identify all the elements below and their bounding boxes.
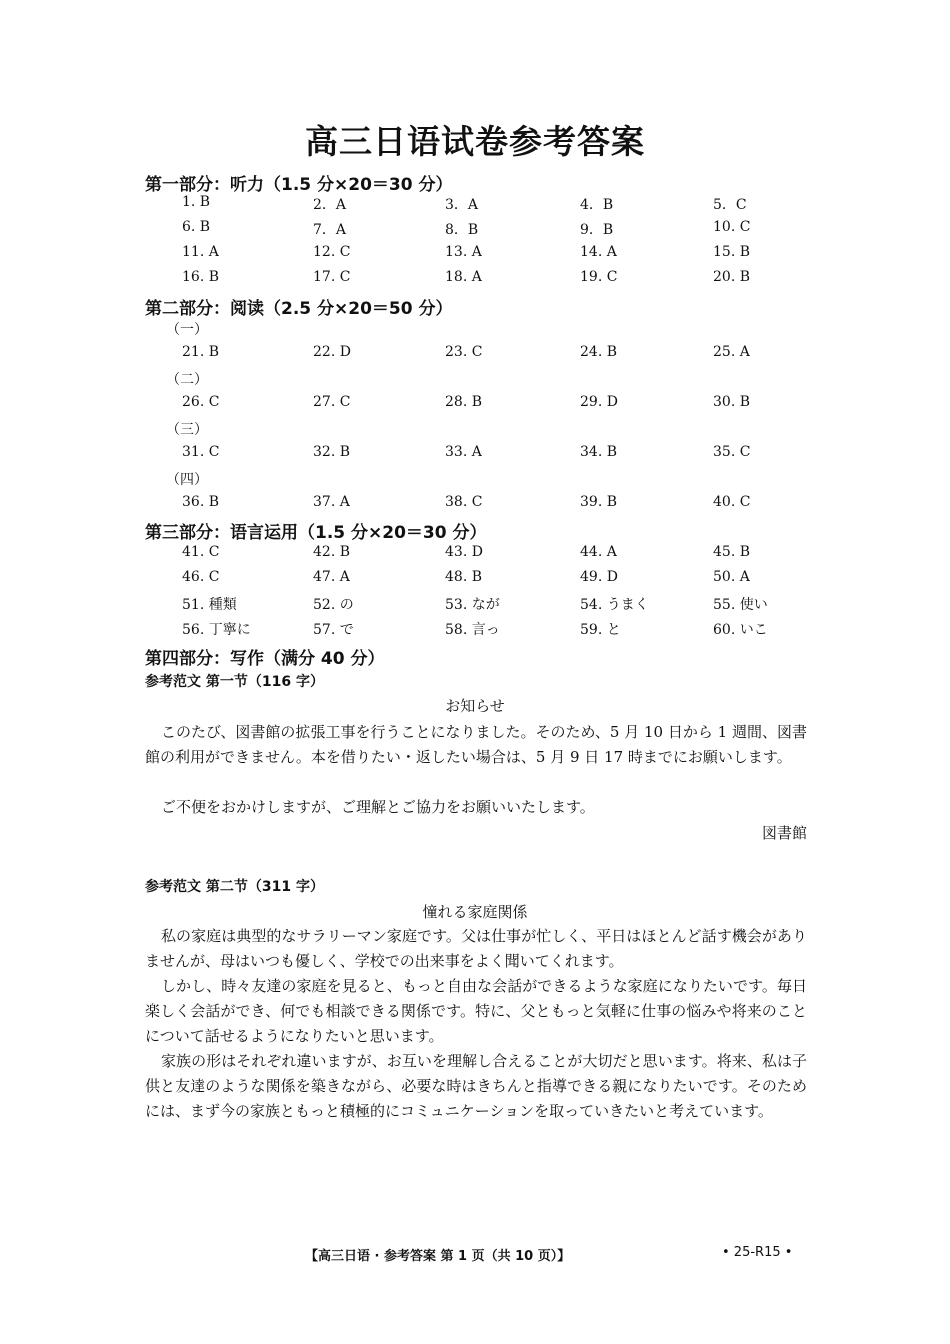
answer: 6. B	[182, 219, 211, 235]
answer-row	[0, 569, 950, 591]
answer-row	[0, 494, 950, 516]
answer: 47. A	[313, 569, 350, 585]
answer: 28. B	[445, 394, 483, 410]
answer: 27. C	[313, 394, 351, 410]
answer: 36. B	[182, 494, 220, 510]
essay2-paragraph: 私の家庭は典型的なサラリーマン家庭です。父は仕事が忙しく、平日はほとんど話す機会がありませんが、母はいつも優しく、学校での出来事をよく聞いてくれます。	[145, 927, 807, 970]
essay2-label: 参考范文 第二节（311 字）	[145, 879, 324, 895]
answer: 20. B	[713, 269, 751, 285]
answer: 51. 種類	[182, 597, 237, 613]
answer: 56. 丁寧に	[182, 622, 251, 638]
part3-heading: 第三部分：语言运用（1.5 分×20＝30 分）	[145, 523, 487, 543]
answer: 48. B	[445, 569, 483, 585]
answer: 60. いこ	[713, 622, 768, 638]
answer: 13. A	[445, 244, 482, 260]
answer: 59. と	[580, 622, 621, 638]
essay1-title: お知らせ	[445, 697, 505, 715]
answer: 7．A	[313, 222, 347, 238]
answer: 30. B	[713, 394, 751, 410]
answer: 58. 言っ	[445, 622, 500, 638]
answer: 37. A	[313, 494, 350, 510]
answer: 14. A	[580, 244, 617, 260]
answer: 21. B	[182, 344, 220, 360]
answer: 10. C	[713, 219, 751, 235]
answer: 44. A	[580, 544, 617, 560]
answer: 29. D	[580, 394, 618, 410]
subgroup-label: （四）	[166, 472, 208, 488]
answer: 52. の	[313, 597, 354, 613]
answer-row	[0, 444, 950, 466]
answer: 31. C	[182, 444, 220, 460]
answer: 9．B	[580, 222, 614, 238]
answer: 3．A	[445, 197, 479, 213]
part1-heading: 第一部分：听力（1.5 分×20＝30 分）	[145, 175, 453, 195]
answer: 46. C	[182, 569, 220, 585]
answer: 34. B	[580, 444, 618, 460]
answer: 23. C	[445, 344, 483, 360]
answer-row	[0, 244, 950, 266]
answer: 26. C	[182, 394, 220, 410]
answer: 32. B	[313, 444, 351, 460]
essay1-paragraph: このたび、図書館の拡張工事を行うことになりました。そのため、5 月 10 日から 1 週間、図書館の利用ができません。本を借りたい・返したい場合は、5 月 9 日 17 時までにお願いします。	[145, 723, 807, 766]
answer: 11. A	[182, 244, 219, 260]
subgroup-label: （二）	[166, 372, 208, 388]
answer: 35. C	[713, 444, 751, 460]
answer: 16. B	[182, 269, 220, 285]
answer: 40. C	[713, 494, 751, 510]
answer: 43. D	[445, 544, 483, 560]
answer: 45. B	[713, 544, 751, 560]
answer: 18. A	[445, 269, 482, 285]
answer-row	[0, 394, 950, 416]
answer: 25. A	[713, 344, 750, 360]
answer-row	[0, 544, 950, 566]
answer: 53. なが	[445, 597, 500, 613]
answer: 5．C	[713, 197, 747, 213]
page-title: 高三日语试卷参考答案	[305, 122, 645, 161]
answer: 39. B	[580, 494, 618, 510]
answer: 50. A	[713, 569, 750, 585]
answer: 54. うまく	[580, 597, 649, 613]
footer-page-info: 【高三日语 · 参考答案 第 1 页（共 10 页）】	[305, 1249, 571, 1264]
answer: 19. C	[580, 269, 618, 285]
essay1-signature: 図書館	[761, 824, 807, 842]
essay2-title: 憧れる家庭関係	[422, 903, 528, 921]
subgroup-label: （一）	[166, 322, 208, 338]
answer: 41. C	[182, 544, 220, 560]
answer-row	[0, 194, 950, 216]
subgroup-label: （三）	[166, 422, 208, 438]
answer: 49. D	[580, 569, 618, 585]
answer: 57. で	[313, 622, 354, 638]
essay1-paragraph: ご不便をおかけしますが、ご理解とご協力をお願いいたします。	[161, 798, 595, 816]
footer-code: • 25-R15 •	[722, 1245, 793, 1260]
answer: 38. C	[445, 494, 483, 510]
answer: 1. B	[182, 194, 211, 210]
answer: 8．B	[445, 222, 479, 238]
answer-row	[0, 269, 950, 291]
answer: 2．A	[313, 197, 347, 213]
answer: 24. B	[580, 344, 618, 360]
answer-row	[0, 594, 950, 616]
answer: 42. B	[313, 544, 351, 560]
part2-heading: 第二部分：阅读（2.5 分×20＝50 分）	[145, 299, 453, 319]
answer-row	[0, 219, 950, 241]
answer: 22. D	[313, 344, 351, 360]
answer: 15. B	[713, 244, 751, 260]
answer: 33. A	[445, 444, 482, 460]
answer: 12. C	[313, 244, 351, 260]
answer-row	[0, 344, 950, 366]
answer: 4．B	[580, 197, 614, 213]
essay1-label: 参考范文 第一节（116 字）	[145, 674, 324, 690]
essay2-paragraph: 家族の形はそれぞれ違いますが、お互いを理解し合えることが大切だと思います。将来、私は子供と友達のような関係を築きながら、必要な時はきちんと指導できる親になりたいです。そのためには、まず今の家族ともっと積極的にコミュニケーションを取っていきたいと考えています。	[145, 1052, 807, 1120]
essay2-paragraph: しかし、時々友達の家庭を見ると、もっと自由な会話ができるような家庭になりたいです。毎日楽しく会話ができ、何でも相談できる関係です。特に、父ともっと気軽に仕事の悩みや将来のことについて話せるようになりたいと思います。	[145, 977, 807, 1045]
answer-row	[0, 619, 950, 641]
part4-heading: 第四部分：写作（满分 40 分）	[145, 649, 385, 669]
answer: 17. C	[313, 269, 351, 285]
answer: 55. 使い	[713, 597, 768, 613]
